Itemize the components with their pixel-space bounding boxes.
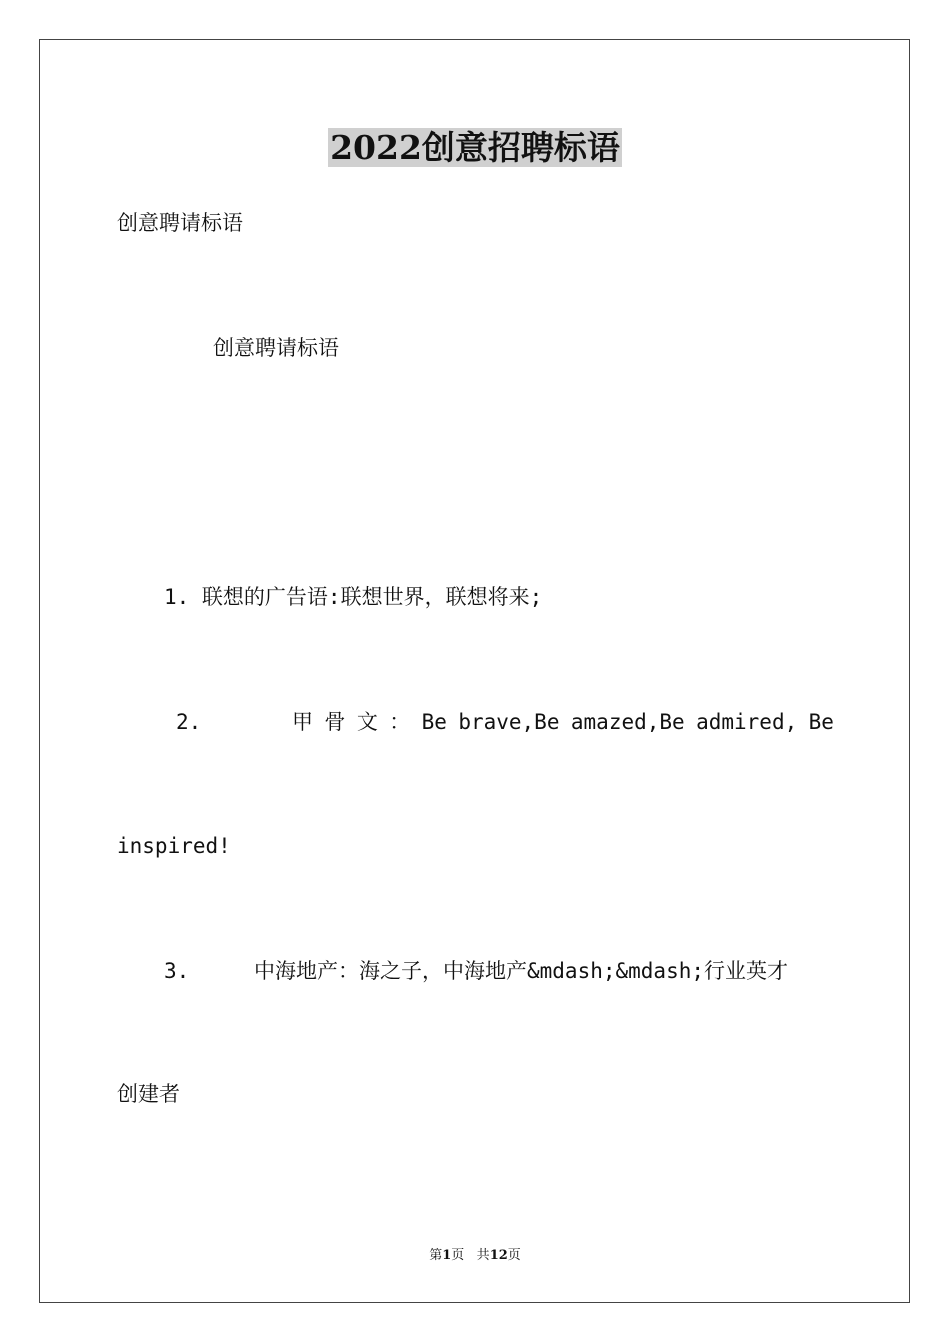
list-item-2-token: 文 <box>356 710 378 734</box>
list-item-3-continuation: 创建者 <box>117 1082 180 1106</box>
list-item-2-token: admired, <box>696 710 798 734</box>
list-item-2-token: 甲 <box>292 710 313 734</box>
list-item-2-token: amazed,Be <box>570 710 685 734</box>
list-item-3-number: 3. <box>164 959 190 983</box>
footer-page-mid: 页 <box>451 1248 465 1263</box>
footer-total-prefix: 共 <box>476 1248 490 1263</box>
page-footer <box>0 1247 950 1265</box>
list-item-2-number: 2. <box>176 710 202 734</box>
list-item-3-text: 中海地产：海之子，中海地产&mdash;&mdash;行业英才 <box>254 959 789 983</box>
footer-page-total: 12 <box>489 1248 508 1263</box>
document-title <box>0 128 950 168</box>
list-item-2-token: 骨 <box>324 710 346 734</box>
heading-line-2: 创意聘请标语 <box>213 336 339 360</box>
list-item-2-continuation: inspired! <box>117 834 231 858</box>
list-item-2-token: brave,Be <box>458 710 560 734</box>
list-item-2-token: Be <box>808 710 834 734</box>
footer-page-prefix: 第 <box>429 1248 443 1263</box>
footer-total-suffix: 页 <box>507 1248 521 1263</box>
document-title-text: 2022创意招聘标语 <box>330 128 620 167</box>
list-item-1: 1. 联想的广告语:联想世界，联想将来; <box>164 585 543 609</box>
list-item-2-text <box>292 707 834 737</box>
footer-page-current: 1 <box>442 1248 452 1263</box>
list-item-2-token: ： <box>389 710 411 734</box>
heading-line-1: 创意聘请标语 <box>117 211 243 235</box>
list-item-2-token: Be <box>421 710 447 734</box>
